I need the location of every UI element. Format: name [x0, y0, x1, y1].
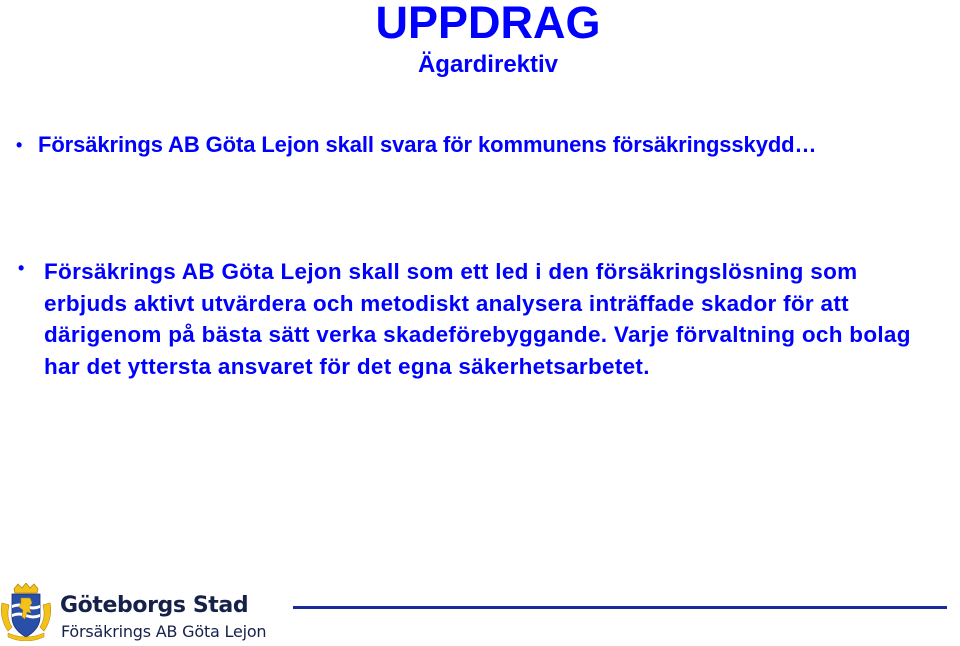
slide-subtitle: Ägardirektiv: [417, 51, 559, 78]
bullet-text-1: Försäkrings AB Göta Lejon skall svara för kommunens försäkringsskydd…: [38, 132, 817, 157]
goteborg-crest-icon: [0, 583, 52, 641]
footer-divider: [293, 606, 947, 609]
footer-company-name: Försäkrings AB Göta Lejon: [61, 622, 267, 641]
footer-org-name: Göteborgs Stad: [60, 593, 249, 618]
bullet-text-2: Försäkrings AB Göta Lejon skall som ett led i den försäkringslösning som erbjuds aktivt utvärdera och metodiskt analysera inträffade skador för att därigenom på bästa sätt verka skadeförebyggande. Varje förvaltning och bolag har det yttersta ansvaret för det egna säkerhetsarbetet.: [44, 259, 911, 380]
bullet-icon: •: [18, 258, 25, 278]
slide-title: UPPDRAG: [375, 0, 601, 48]
bullet-icon: •: [16, 135, 23, 155]
